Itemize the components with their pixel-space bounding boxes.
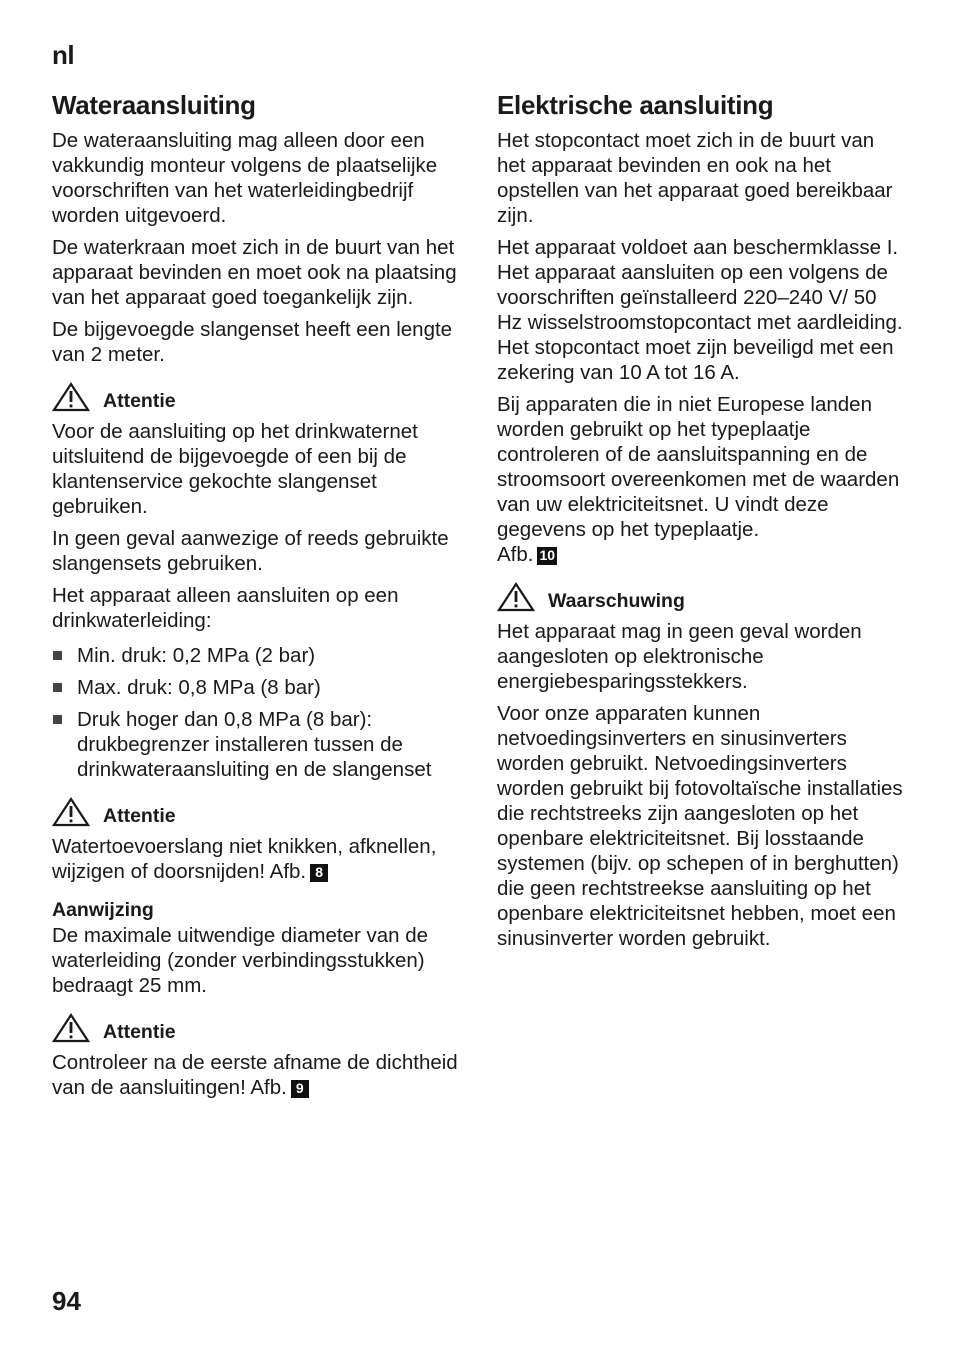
left-column — [52, 88, 462, 1107]
list-item: Max. druk: 0,8 MPa (8 bar) — [52, 675, 462, 700]
section-title-electric: Elektrische aansluiting — [497, 90, 774, 120]
list-item: Druk hoger dan 0,8 MPa (8 bar): drukbegrenzer installeren tussen de drinkwateraansluiting en de slangenset — [52, 707, 462, 782]
bullet-square-icon — [53, 715, 62, 724]
attention-heading — [52, 382, 462, 412]
bullet-square-icon — [53, 651, 62, 660]
paragraph: Het apparaat alleen aansluiten op een drinkwaterleiding: — [52, 584, 399, 632]
paragraph: Bij apparaten die in niet Europese landen worden gebruikt op het typeplaatje controleren of de aansluitspanning en de stroomsoort overeenkomen met de waarden van uw elektriciteitsnet. U vindt deze gegevens op het typeplaatje. Afb. 10 — [497, 393, 900, 566]
warning-triangle-icon — [52, 797, 90, 827]
warning-label: Waarschuwing — [548, 590, 685, 612]
warning-triangle-icon — [52, 1013, 90, 1043]
paragraph: De waterkraan moet zich in de buurt van het apparaat bevinden en moet ook na plaatsing van het apparaat goed toegankelijk zijn. — [52, 236, 457, 309]
paragraph: Het stopcontact moet zich in de buurt van het apparaat bevinden en ook na het opstellen van het apparaat goed bereikbaar zijn. — [497, 129, 893, 227]
right-column — [497, 88, 907, 958]
paragraph: In geen geval aanwezige of reeds gebruikte slangensets gebruiken. — [52, 527, 449, 575]
figure-reference: 9 — [291, 1080, 309, 1098]
list-item: Min. druk: 0,2 MPa (2 bar) — [52, 643, 462, 668]
attention-heading — [52, 1013, 462, 1043]
bullet-square-icon — [53, 683, 62, 692]
paragraph: Het apparaat mag in geen geval worden aangesloten op elektronische energiebesparingsstekkers. — [497, 620, 862, 693]
paragraph: Voor de aansluiting op het drinkwaternet uitsluitend de bijgevoegde of een bij de klantenservice gekochte slangenset gebruiken. — [52, 420, 418, 518]
note-heading: Aanwijzing — [52, 899, 154, 921]
attention-label: Attentie — [103, 1021, 176, 1043]
figure-reference: 10 — [539, 547, 556, 563]
paragraph: Het apparaat voldoet aan beschermklasse I. Het apparaat aansluiten op een volgens de voorschriften geïnstalleerd 220–240 V/ 50 Hz wisselstroomstopcontact met aardleiding. Het stopcontact moet zijn beveiligd met een zekering van 10 A tot 16 A. — [497, 236, 903, 384]
paragraph: Voor onze apparaten kunnen netvoedingsinverters en sinusinverters worden gebruikt. Netvoedingsinverters worden gebruikt bij fotovoltaïsche installaties die rechtstreeks zijn aangesloten op het openbare elektriciteitsnet. Bij losstaande systemen (bijv. op schepen of in berghutten) die geen rechtstreekse aansluiting op het openbare elektriciteitsnet hebben, moet een sinusinverter worden gebruikt. — [497, 702, 903, 950]
paragraph: De maximale uitwendige diameter van de waterleiding (zonder verbindingsstukken) bedraagt 25 mm. — [52, 924, 429, 997]
paragraph: De wateraansluiting mag alleen door een vakkundig monteur volgens de plaatselijke voorschriften van het waterleidingbedrijf worden uitgevoerd. — [52, 129, 438, 227]
section-title-water: Wateraansluiting — [52, 90, 256, 120]
language-code: nl — [52, 40, 75, 70]
warning-triangle-icon — [497, 582, 535, 612]
paragraph: Watertoevoerslang niet knikken, afknellen, wijzigen of doorsnijden! Afb. 8 — [52, 835, 437, 883]
paragraph: Controleer na de eerste afname de dichtheid van de aansluitingen! Afb. 9 — [52, 1051, 458, 1099]
pressure-list — [52, 643, 462, 782]
warning-heading — [497, 582, 907, 612]
attention-label: Attentie — [103, 805, 176, 827]
paragraph: De bijgevoegde slangenset heeft een lengte van 2 meter. — [52, 318, 453, 366]
page-number: 94 — [52, 1286, 81, 1316]
attention-heading — [52, 797, 462, 827]
warning-triangle-icon — [52, 382, 90, 412]
figure-reference: 8 — [310, 864, 328, 882]
attention-label: Attentie — [103, 390, 176, 412]
